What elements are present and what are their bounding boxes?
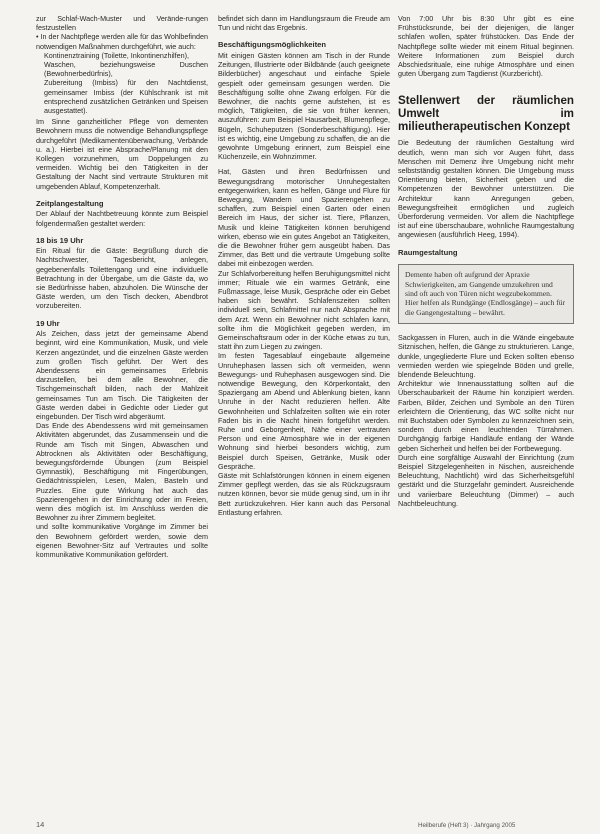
page-number: 14: [36, 820, 45, 829]
subheading-beschaeftigung: Beschäftigungsmöglichkeiten: [218, 40, 327, 50]
paragraph: Gäste mit Schlafstörungen können in einem eigenen Zimmer gepflegt werden, das sie als Rückzugsraum nutzen können, bevor sie müde genug sind, um in ihr Bett zurückzukehren. Hier kann auch das Personal Entlastung erfahren.: [218, 471, 390, 517]
paragraph: Hat, Gästen und ihren Bedürfnissen und Bewegungsdrang motorischer Unruhegestalten entgegenwirken, kann es helfen, Gänge und Flure für Bewegung, Wandern und Spazierengehen zu schaffen, zum Beispiel einen Garten oder einen Bereich im Haus, der sicher ist. Tiere, Pflanzen, Musik und kleine Tätigkeiten können beruhigend wirken, ebenso wie ein gutes Angebot an Tätigkeiten, die die Bewohner früher gern ausgeübt haben. Das Zimmer, das Bett und die vertraute Umgebung sollte dabei mit einbezogen werden.: [218, 167, 390, 269]
column-middle: [218, 14, 390, 804]
paragraph: Architektur wie Innenausstattung sollten auf die Überschaubarkeit der Räume hin konzipiert werden. Farben, Bilder, Zeichen und Symbole an den Türen erleichtern die Orientierung, das WC sollte nicht nur mit Buchstaben oder Symbolen zu kennzeichnen sein, sondern durch einen leuchtenden Türrahmen. Durchgängig farbige Handläufe entlang der Wände geben Sicherheit und helfen bei der Fortbewegung.: [398, 379, 574, 453]
subheading-18-19: 18 bis 19 Uhr: [36, 235, 84, 245]
column-right: [398, 14, 574, 804]
list-item: • Zubereitung (Imbiss) für den Nachtdienst, gemeinsamer Imbiss (der Kühlschrank ist mit entsprechend zusätzlichen Getränken und Speisen ausgestattet).: [44, 78, 208, 115]
paragraph: Sackgassen in Fluren, auch in die Wände eingebaute Sitznischen, helfen, die Gänge zu strukturieren. Lange, dunkle, ungegliederte Flure und Ecken sollten ebenso vermieden werden wie spiegelnde Böden und grelle, blendende Beleuchtung.: [398, 333, 574, 379]
paragraph: Durch eine sorgfältige Auswahl der Einrichtung (zum Beispiel Sitzgelegenheiten in Nischen, ausreichende Beleuchtung, Nachtlicht) wird das Sicherheitsgefühl gestärkt und die Sturzgefahr gemindert. Ausreichende und variierbare Beleuchtung (Dimmer) – auch Nachtbeleuchtung.: [398, 452, 574, 508]
paragraph: zur Schlaf-Wach-Muster und Verände-rungen festzustellen: [36, 14, 208, 33]
highlight-box: Demente haben oft aufgrund der Apraxie Schwierigkeiten, am Gangende umzukehren und sind oft auch von Türen nicht wegzubekommen. Hier helfen als Rundgänge (Endlosgänge) – auch für die Gangengestaltung – bewährt.: [398, 264, 574, 324]
column-left: [36, 14, 208, 804]
paragraph: Der Ablauf der Nachtbetreuung könnte zum Beispiel folgendermaßen gestaltet werden:: [36, 209, 208, 228]
subheading-zeitplan: Zeitplangestaltung: [36, 198, 104, 208]
paragraph: Im Sinne ganzheitlicher Pflege von dementen Bewohnern muss die notwendige Behandlungspflege durchgeführt (Medikamentenüberwachung, Verbände u. a.). Hierbei ist eine Absprache/Planung mit den Kollegen vorzunehmen, um Doppelungen zu vermeiden. Wichtig bei den Tätigkeiten in der Gestaltung der Nacht sind vertraute Strukturen mit umgebenden Ablauf, Kompetenzerhalt.: [36, 117, 208, 191]
paragraph: Als Zeichen, dass jetzt der gemeinsame Abend beginnt, wird eine Kommunikation, Musik, und viele Kerzen angezündet, und die einzelnen Gäste werden zum großen Tisch geführt. Der Wert des Abendessens ein gemeinsames Erlebnis darzustellen, bei dem alle Bewohner, die Tischgemeinschaft bilden, nach der Mahlzeit gemeinsames Tun am Tisch. Die Tätigkeiten der Gäste werden dabei in Gedichte oder Lieder gut eingebunden. Der Tisch wird abgeräumt.: [36, 329, 208, 422]
paragraph: Die Bedeutung der räumlichen Gestaltung wird deutlich, wenn man sich vor Augen führt, dass Menschen mit Demenz ihre Umgebung nicht mehr selbstständig gestalten können. Die Umgebung muss Orientierung bieten, Sicherheit geben und die Kompetenzen der Bewohner unterstützen. Die Architektur kann Anregungen geben, Bewegungsfreiheit ermöglichen und zugleich Überforderung vermeiden. Vor allem die Nachtpflege ist auf eine überschaubare, wohnliche Raumgestaltung angewiesen (ausführlich Heeg, 1994).: [398, 138, 574, 240]
bullet-list: [36, 51, 208, 115]
subheading-raumgestaltung: Raumgestaltung: [398, 247, 458, 257]
paragraph: Zur Schlafvorbereitung helfen Beruhigungsmittel nicht immer; Rituale wie ein warmes Getränk, eine Fußmassage, leise Musik, Gespräche oder ein Gebet haben sich bewährt. Schlafenszeiten sollten individuell sein, Schlafmittel nur nach Absprache mit dem Arzt. Wenn ein Bewohner nicht schlafen kann, sollte ihm die Möglichkeit gegeben werden, im Gemeinschaftsraum oder in der Küche etwas zu tun, statt ihn zum Liegen zu zwingen.: [218, 268, 390, 352]
paragraph: Ein Ritual für die Gäste: Begrüßung durch die Nachtschwester, Tagesbericht, anlegen, gegebenenfalls Toilettengang und eine individuelle Betrachtung in der Übergabe, um die Gäste da, wo sie Bedürfnisse haben, abzuholen. Die Wünsche der Gäste werden, um den Tisch decken, Abendbrot vorzubereiten.: [36, 246, 208, 311]
paragraph: Mit einigen Gästen können am Tisch in der Runde Zeitungen, Illustrierte oder Bildbände (auch geeignete Bilderbücher) angeschaut und einfache Spiele gespielt oder gemeinsam gesungen werden. Die Beschäftigung sollte ohne Zwang erfolgen. Für die Bewohner, die nachts gerne aufstehen, ist es möglich, Tätigkeiten, die sie von früher kennen, auszuführen: zum Beispiel Hausarbeit, Blumenpflege, Bügeln, Schuheputzen (Sonderbeschäftigung). Hier ist es wichtig, eine Umgebung zu schaffen, die an die gewohnte Umgebung erinnert, zum Beispiel eine Küchenzeile, ein Wohnzimmer.: [218, 50, 390, 162]
paragraph: Im festen Tagesablauf eingebaute allgemeine Unruhephasen lassen sich oft vermeiden, wenn Bewegungs- und Ruhephasen ausgewogen sind. Die notwendige Bewegung, den Körperkontakt, den Spaziergang am Abend und Ablenkung bieten, kann Unruhe in der Nacht reduzieren helfen. Alte Gewohnheiten und Schlafzeiten sollten wie ein roter Faden bis in die Nacht hinein fortgeführt werden. Ruhe und Geborgenheit, Nähe einer vertrauten Person und eine Atmosphäre wie in der eigenen Wohnung sind hierbei besonders wichtig, zum Beispiel durch Speisen, Getränke, Musik oder Gespräche.: [218, 351, 390, 471]
paragraph: Von 7:00 Uhr bis 8:30 Uhr gibt es eine Frühstücksrunde, bei der diejenigen, die länger schlafen wollen, später frühstücken. Das Ende der Nachtpflege sollte wieder mit einem Ritual beginnen. Weitere Informationen zum Beispiel durch Abschiedsrituale, eine ruhige Atmosphäre und einen guten Übergang zum Tagdienst (Kurzbericht).: [398, 14, 574, 79]
journal-footer: Heilberufe (Heft 3) · Jahrgang 2005: [418, 822, 516, 829]
paragraph: und sollte kommunikative Vorgänge im Zimmer bei den Bewohnern gefördert werden, sowie dem eigenen Bewohner-Sitz auf Vertrautes und sollte kommunikative Kommunikation gefördert.: [36, 522, 208, 560]
paragraph: Das Ende des Abendessens wird mit gemeinsamen Aktivitäten abgerundet, das Zusammensein und die Runde am Tisch mit Singen, Abwaschen und Abtrocknen als Aktivitäten oder Beschäftigung, bewegungsfördernde Übungen (zum Beispiel Gymnastik), Beschäftigung mit Fingerübungen, Gedächtnisspielen, Lesen, Malen, Basteln und Puzzles. Eine gute Wirkung hat auch das Spazierengehen in der Einrichtung oder im Freien, wenn dies möglich ist. Im Anschluss werden die Bewohner zu ihrer Zimmern begleitet.: [36, 421, 208, 523]
list-item: • Kontinenztraining (Toilette, Inkontinenzhilfen),: [44, 51, 208, 60]
section-heading: Stellenwert der räumlichen Umwelt im milieutherapeutischen Konzept: [398, 94, 574, 134]
subheading-19: 19 Uhr: [36, 318, 60, 328]
list-item: • Waschen, beziehungsweise Duschen (Bewohnerbedürfnis),: [44, 60, 208, 78]
paragraph: befindet sich dann im Handlungsraum die Freude am Tun und nicht das Ergebnis.: [218, 14, 390, 33]
bullet-intro: • In der Nachtpflege werden alle für das Wohlbefinden notwendigen Maßnahmen durchgeführt, wie auch:: [36, 32, 208, 51]
